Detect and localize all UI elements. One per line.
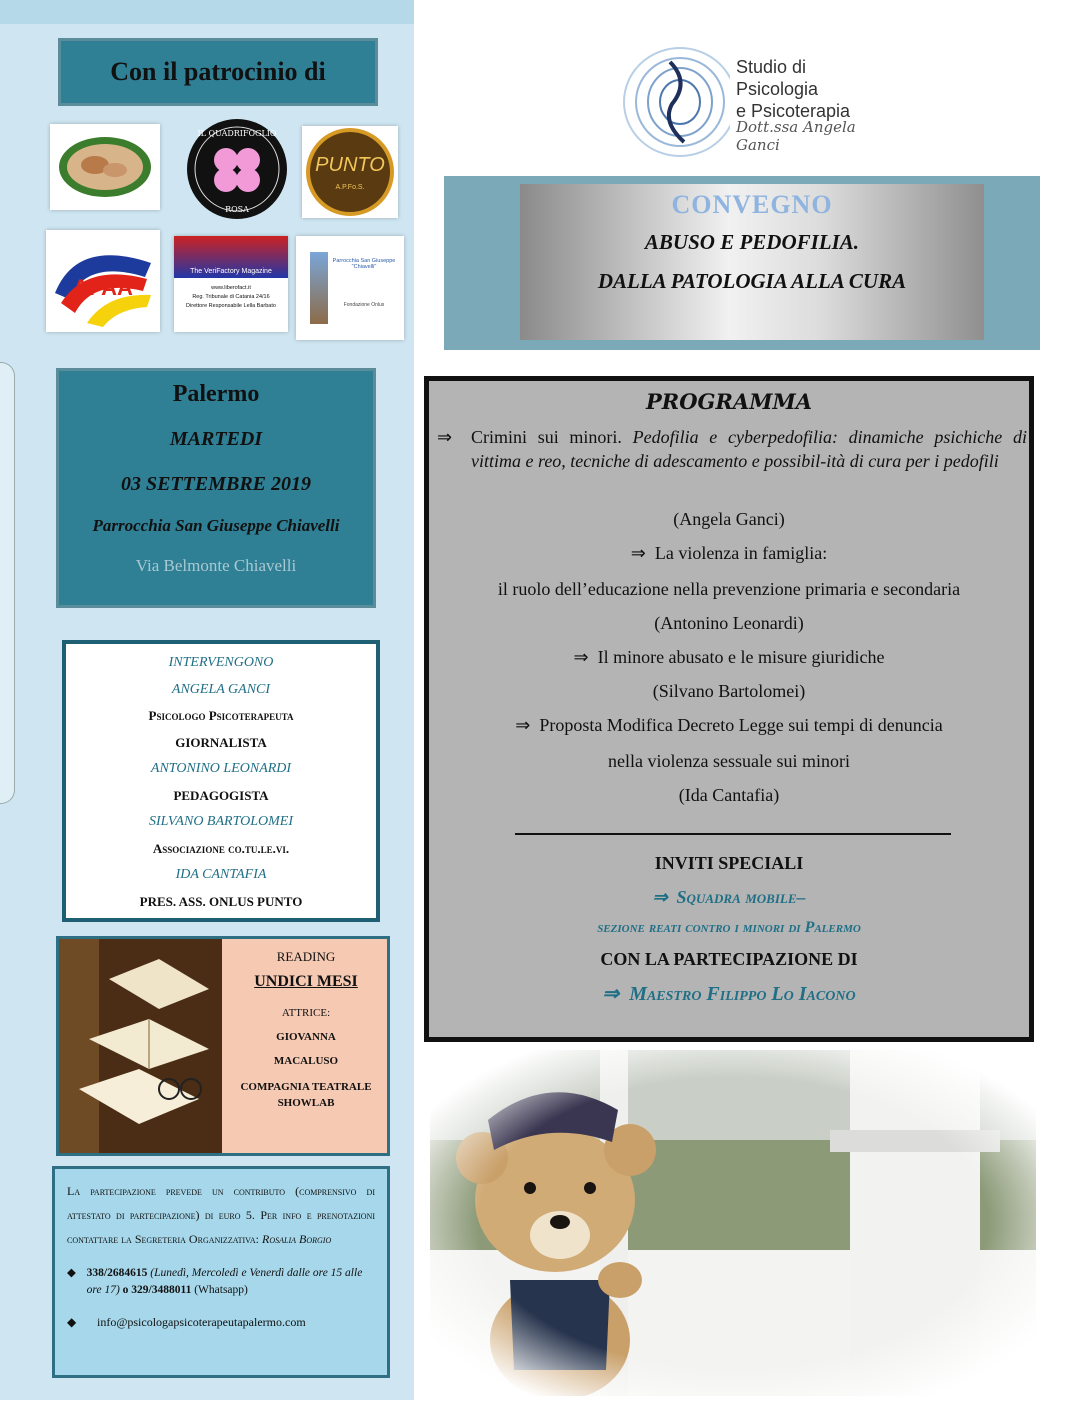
studio-name-line2: e Psicoterapia: [736, 101, 851, 121]
books-image: [59, 939, 222, 1153]
reading-box: [56, 936, 390, 1156]
actress-first-name: GIOVANNA: [276, 1031, 336, 1043]
verifactory-line: www.liberofact.it: [211, 285, 251, 291]
program-item4-title: Proposta Modifica Decreto Legge sui tempi di denuncia: [539, 715, 943, 735]
double-right-arrow-icon: ⇒: [652, 887, 677, 907]
phone-hours: (Lunedì, Mercoledì e Venerdì dalle ore 15 alle ore 17): [86, 1267, 363, 1296]
actress-last-name: MACALUSO: [273, 1055, 339, 1067]
convegno-title-line2: DALLA PATOLOGIA ALLA CURA: [597, 269, 907, 293]
patronage-title: Con il patrocinio di: [110, 57, 326, 86]
quadrifoglio-bottom-text: ROSA: [225, 205, 249, 214]
punto-logo-sub: A.P.Fo.S.: [335, 184, 365, 191]
program-item2-speaker: (Antonino Leonardi): [654, 613, 804, 633]
sponsor-logo-punto: [302, 126, 398, 218]
diamond-bullet-icon: ◆: [67, 1315, 77, 1329]
program-divider: [515, 833, 951, 835]
program-item1-lead: Crimini sui minori.: [471, 427, 622, 447]
info-box: [52, 1166, 390, 1378]
special-guest-1: Squadra mobile–: [676, 887, 806, 907]
studio-name-line1: Studio di Psicologia: [736, 57, 819, 99]
reading-title: UNDICI MESI: [254, 973, 358, 990]
patronage-header: [58, 38, 378, 106]
parish-statue-image: [310, 252, 328, 324]
contact-name: Rosalia Borgio: [262, 1232, 332, 1246]
speaker-name: ANTONINO LEONARDI: [150, 761, 292, 776]
participation-heading: CON LA PARTECIPAZIONE DI: [600, 949, 858, 969]
studio-logo: [610, 42, 890, 160]
verifactory-banner: The VeriFactory Magazine: [174, 236, 288, 278]
sponsor-logo-oval: [50, 124, 160, 210]
event-city: Palermo: [172, 381, 260, 407]
double-right-arrow-icon: ⇒: [630, 543, 655, 563]
program-item3-title: Il minore abusato e le misure giuridiche: [597, 647, 885, 667]
screen-edge-handle: [0, 362, 15, 804]
reading-label: READING: [276, 949, 336, 964]
verifactory-line: Reg. Tribunale di Catania 24/16: [192, 294, 270, 300]
double-right-arrow-icon: ⇒: [437, 427, 453, 447]
svg-text:AFAA: AFAA: [73, 275, 133, 300]
phone-alt[interactable]: o 329/3488011: [122, 1284, 192, 1296]
actress-label: ATTRICE:: [281, 1007, 331, 1019]
special-guest-1-section: sezione reati contro i minori di Palermo: [597, 919, 861, 936]
studio-doctor-name: Dott.ssa Angela Ganci: [736, 118, 856, 154]
double-right-arrow-icon: ⇒: [602, 983, 630, 1005]
diamond-bullet-icon: ◆: [67, 1267, 76, 1279]
teddy-bear-photo: [430, 1050, 1036, 1396]
speaker-role: Psicologo Psicoterapeuta: [148, 708, 294, 723]
double-right-arrow-icon: ⇒: [515, 715, 540, 735]
double-right-arrow-icon: ⇒: [573, 647, 598, 667]
spiral-logo-icon: [610, 42, 730, 160]
punto-logo-text: PUNTO: [315, 154, 385, 176]
speaker-name: ANGELA GANCI: [171, 681, 271, 697]
event-street: Via Belmonte Chiavelli: [135, 556, 297, 575]
convegno-label: CONVEGNO: [671, 190, 833, 219]
speaker-role: GIORNALISTA: [175, 734, 267, 750]
left-column-top-bar: [0, 0, 414, 24]
convegno-title-line1: ABUSO E PEDOFILIA.: [644, 230, 860, 254]
program-heading: PROGRAMMA: [645, 389, 812, 414]
quadrifoglio-top-text: IL QUADRIFOGLIO: [197, 129, 277, 138]
sponsor-logo-afaa: [46, 230, 160, 332]
program-item3-speaker: (Silvano Bartolomei): [652, 681, 806, 701]
parish-logo-title: Parrocchia San Giuseppe "Chiavelli": [332, 258, 396, 270]
sponsor-logo-parish: [296, 236, 404, 340]
program-item1-speaker: (Angela Ganci): [673, 509, 785, 529]
theatre-company: COMPAGNIA TEATRALE SHOWLAB: [240, 1081, 372, 1109]
sponsor-logo-verifactory: [174, 236, 288, 332]
info-text: La partecipazione prevede un contributo (comprensivo di attestato di partecipazione) di euro 5. Per info e prenotazioni contattare la Segreteria Organizzativa:: [67, 1184, 375, 1246]
speakers-box: [62, 640, 380, 922]
event-date: 03 SETTEMBRE 2019: [120, 473, 312, 495]
program-item2-subtitle: il ruolo dell’educazione nella prevenzione primaria e secondaria: [497, 579, 961, 599]
verifactory-line: Direttore Responsabile Lella Barbato: [186, 303, 276, 309]
event-details: [56, 368, 376, 608]
speaker-name: SILVANO BARTOLOMEI: [148, 814, 293, 829]
special-guest-2: Maestro Filippo Lo Iacono: [629, 983, 856, 1005]
program-item4-subtitle: nella violenza sessuale sui minori: [608, 751, 850, 771]
email-link[interactable]: info@psicologapsicoterapeutapalermo.com: [97, 1315, 306, 1329]
event-day: MARTEDI: [169, 428, 263, 450]
convegno-title-box: [520, 184, 984, 340]
program-item2-title: La violenza in famiglia:: [654, 543, 828, 563]
program-box: [424, 376, 1034, 1042]
parish-logo-sub: Fondazione Onlus: [343, 302, 385, 308]
phone-main[interactable]: 338/2684615: [86, 1267, 148, 1279]
speaker-role: PRES. ASS. ONLUS PUNTO: [139, 893, 303, 909]
special-guests-heading: INVITI SPECIALI: [654, 853, 804, 873]
speaker-role: Associazione co.tu.le.vi.: [152, 840, 290, 856]
program-item1-desc: Pedofilia e cyberpedofilia: dinamiche psichiche di vittima e reo, tecniche di adescamento e possibil-ità di cura per i pedofili: [471, 427, 1027, 471]
event-venue: Parrocchia San Giuseppe Chiavelli: [92, 516, 340, 535]
speaker-role: PEDAGOGISTA: [173, 787, 269, 803]
phone-alt-note: (Whatsapp): [194, 1284, 248, 1296]
program-item4-speaker: (Ida Cantafia): [678, 785, 780, 805]
speakers-heading: INTERVENGONO: [168, 655, 274, 670]
sponsor-logo-quadrifoglio: [186, 116, 288, 222]
speaker-name: IDA CANTAFIA: [175, 867, 267, 882]
